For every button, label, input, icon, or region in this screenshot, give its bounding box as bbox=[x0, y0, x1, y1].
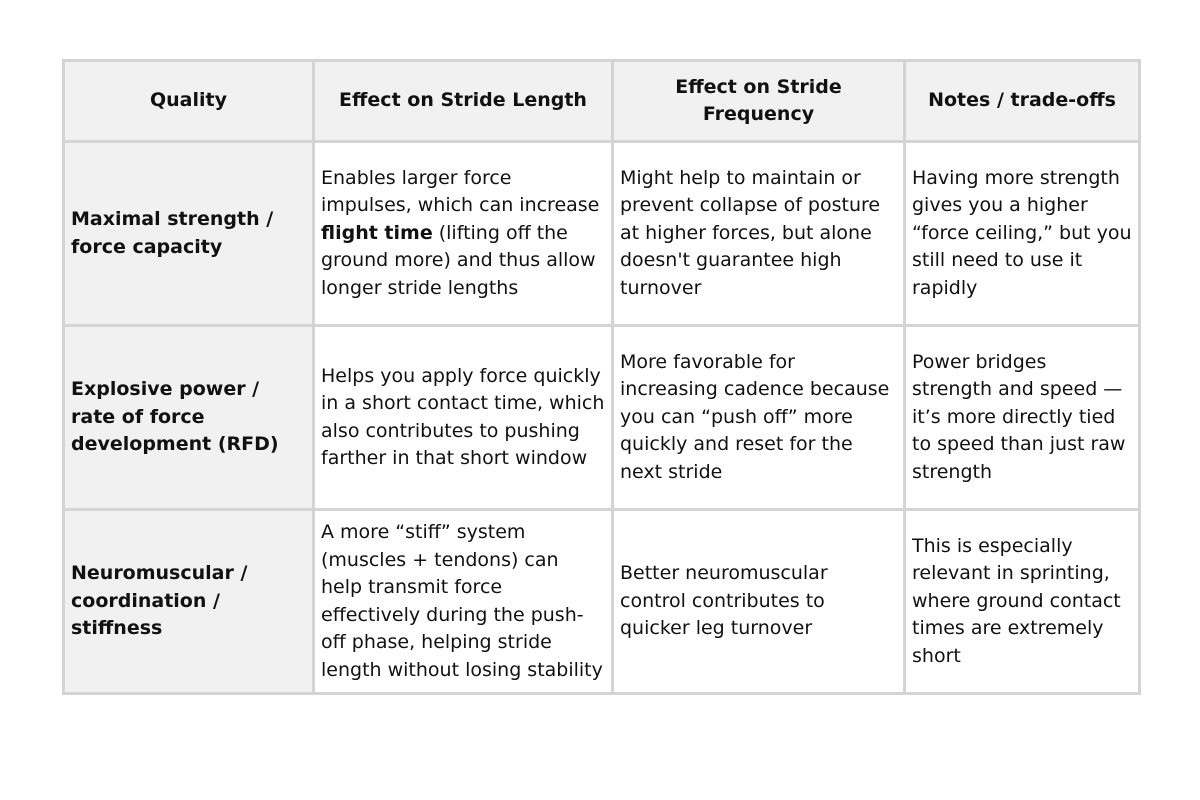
header-row bbox=[64, 61, 1140, 142]
header-notes: Notes / trade-offs bbox=[905, 61, 1140, 142]
quality-cell: Explosive power / rate of force development (RFD) bbox=[64, 326, 314, 510]
stride-frequency-cell: Might help to maintain or prevent collapse of posture at higher forces, but alone doesn't guarantee high turnover bbox=[613, 142, 905, 326]
stride-length-text: Enables larger force impulses, which can increase bbox=[321, 166, 600, 217]
table-row bbox=[64, 510, 1140, 694]
comparison-table bbox=[62, 59, 1141, 695]
stride-length-cell: A more “stiff” system (muscles + tendons) can help transmit force effectively during the push-off phase, helping stride length without losing stability bbox=[314, 510, 613, 694]
notes-cell: Power bridges strength and speed — it’s more directly tied to speed than just raw strength bbox=[905, 326, 1140, 510]
header-stride-length: Effect on Stride Length bbox=[314, 61, 613, 142]
table-body bbox=[64, 142, 1140, 694]
stride-length-emphasis: flight time bbox=[321, 221, 433, 244]
header-quality: Quality bbox=[64, 61, 314, 142]
table-row bbox=[64, 142, 1140, 326]
header-stride-frequency: Effect on Stride Frequency bbox=[613, 61, 905, 142]
table-row bbox=[64, 326, 1140, 510]
stride-frequency-cell: Better neuromuscular control contributes to quicker leg turnover bbox=[613, 510, 905, 694]
quality-cell: Maximal strength / force capacity bbox=[64, 142, 314, 326]
stride-length-text-continued: (lifting off the ground more) and thus allow longer stride lengths bbox=[321, 221, 596, 299]
stride-length-cell bbox=[314, 142, 613, 326]
stride-frequency-cell: More favorable for increasing cadence because you can “push off” more quickly and reset for the next stride bbox=[613, 326, 905, 510]
notes-cell: This is especially relevant in sprinting, where ground contact times are extremely short bbox=[905, 510, 1140, 694]
stride-length-cell: Helps you apply force quickly in a short contact time, which also contributes to pushing farther in that short window bbox=[314, 326, 613, 510]
quality-cell: Neuromuscular / coordination / stiffness bbox=[64, 510, 314, 694]
notes-cell: Having more strength gives you a higher “force ceiling,” but you still need to use it rapidly bbox=[905, 142, 1140, 326]
table-header bbox=[64, 61, 1140, 142]
comparison-table-container bbox=[62, 59, 1138, 695]
